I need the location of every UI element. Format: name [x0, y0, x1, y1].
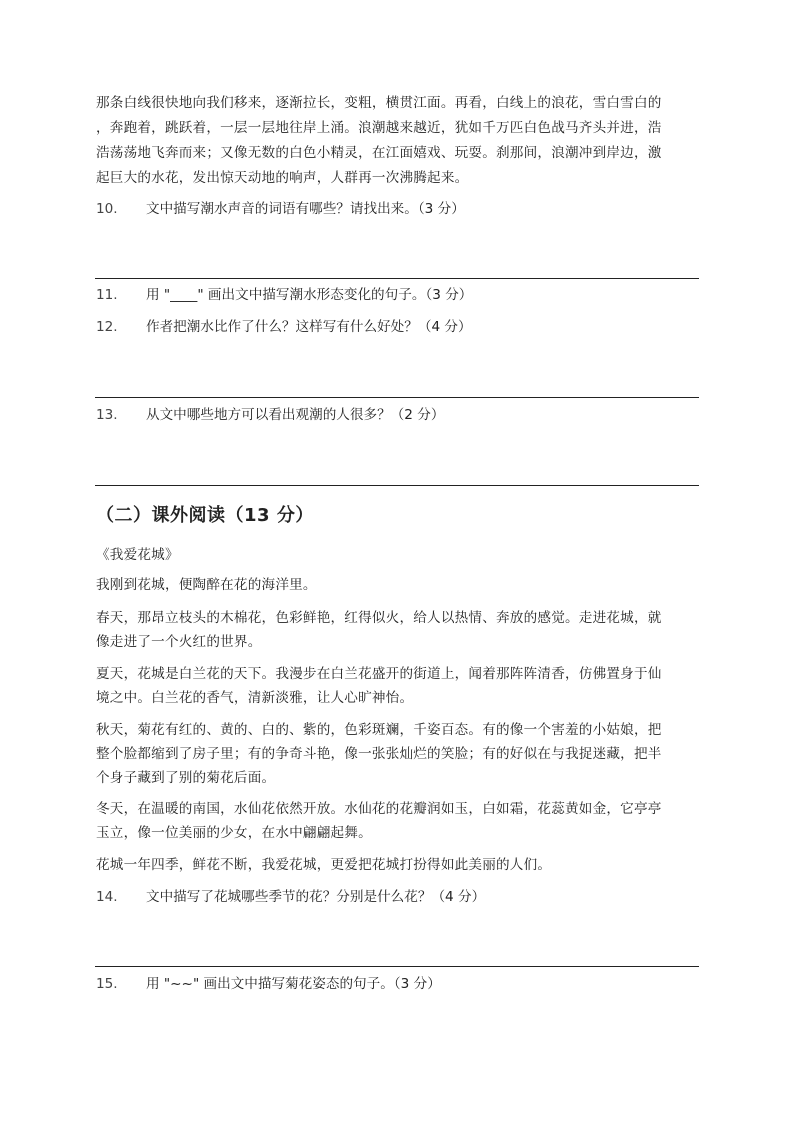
question-number: 14.: [96, 889, 118, 905]
passage-line: 境之中。白兰花的香气，清新淡雅，让人心旷神怡。: [96, 690, 414, 706]
section-heading: （二）课外阅读（13 分）: [96, 505, 314, 526]
passage-line: 秋天，菊花有红的、黄的、白的、紫的，色彩斑斓，千姿百态。有的像一个害羞的小姑娘，把: [96, 722, 662, 738]
passage-line: 夏天，花城是白兰花的天下。我漫步在白兰花盛开的街道上，闻着那阵阵清香，仿佛置身于仙: [96, 666, 662, 682]
passage-line: ，奔跑着，跳跃着，一层一层地往岸上涌。浪潮越来越近，犹如千万匹白色战马齐头并进，浩: [96, 120, 662, 136]
passage-line: 起巨大的水花，发出惊天动地的响声，人群再一次沸腾起来。: [96, 170, 469, 186]
answer-line[interactable]: [95, 397, 699, 398]
question-number: 12.: [96, 319, 118, 335]
passage-line: 像走进了一个火红的世界。: [96, 634, 262, 650]
answer-line[interactable]: [95, 485, 699, 486]
passage-line: 冬天，在温暖的南国，水仙花依然开放。水仙花的花瓣润如玉，白如霜，花蕊黄如金，它亭亭: [96, 801, 662, 817]
question-text: 从文中哪些地方可以看出观潮的人很多？（2 分）: [146, 407, 445, 423]
passage-line: 那条白线很快地向我们移来，逐渐拉长，变粗，横贯江面。再看，白线上的浪花，雪白雪白的: [96, 95, 662, 111]
passage-line: 玉立，像一位美丽的少女，在水中翩翩起舞。: [96, 825, 372, 841]
answer-line[interactable]: [95, 278, 699, 279]
question-number: 11.: [96, 287, 118, 303]
question-text: 文中描写潮水声音的词语有哪些？请找出来。（3 分）: [146, 201, 465, 217]
question-text: 用 "~~" 画出文中描写菊花姿态的句子。（3 分）: [146, 976, 441, 992]
question-text: 用 "____" 画出文中描写潮水形态变化的句子。（3 分）: [146, 287, 473, 303]
passage-line: 整个脸都缩到了房子里；有的争奇斗艳，像一张张灿烂的笑脸；有的好似在与我捉迷藏，把半: [96, 746, 662, 762]
question-text: 文中描写了花城哪些季节的花？分别是什么花？（4 分）: [146, 889, 486, 905]
passage-line: 我刚到花城，便陶醉在花的海洋里。: [96, 577, 317, 593]
answer-line[interactable]: [95, 966, 699, 967]
passage-title: 《我爱花城》: [96, 547, 179, 563]
passage-line: 个身子藏到了别的菊花后面。: [96, 770, 276, 786]
passage-line: 浩荡荡地飞奔而来；又像无数的白色小精灵，在江面嬉戏、玩耍。刹那间，浪潮冲到岸边，激: [96, 145, 662, 161]
passage-line: 春天，那昂立枝头的木棉花，色彩鲜艳，红得似火，给人以热情、奔放的感觉。走进花城，就: [96, 610, 662, 626]
question-text: 作者把潮水比作了什么？这样写有什么好处？（4 分）: [146, 319, 472, 335]
passage-line: 花城一年四季，鲜花不断，我爱花城，更爱把花城打扮得如此美丽的人们。: [96, 857, 552, 873]
question-number: 13.: [96, 407, 118, 423]
question-number: 15.: [96, 976, 118, 992]
question-number: 10.: [96, 201, 118, 217]
